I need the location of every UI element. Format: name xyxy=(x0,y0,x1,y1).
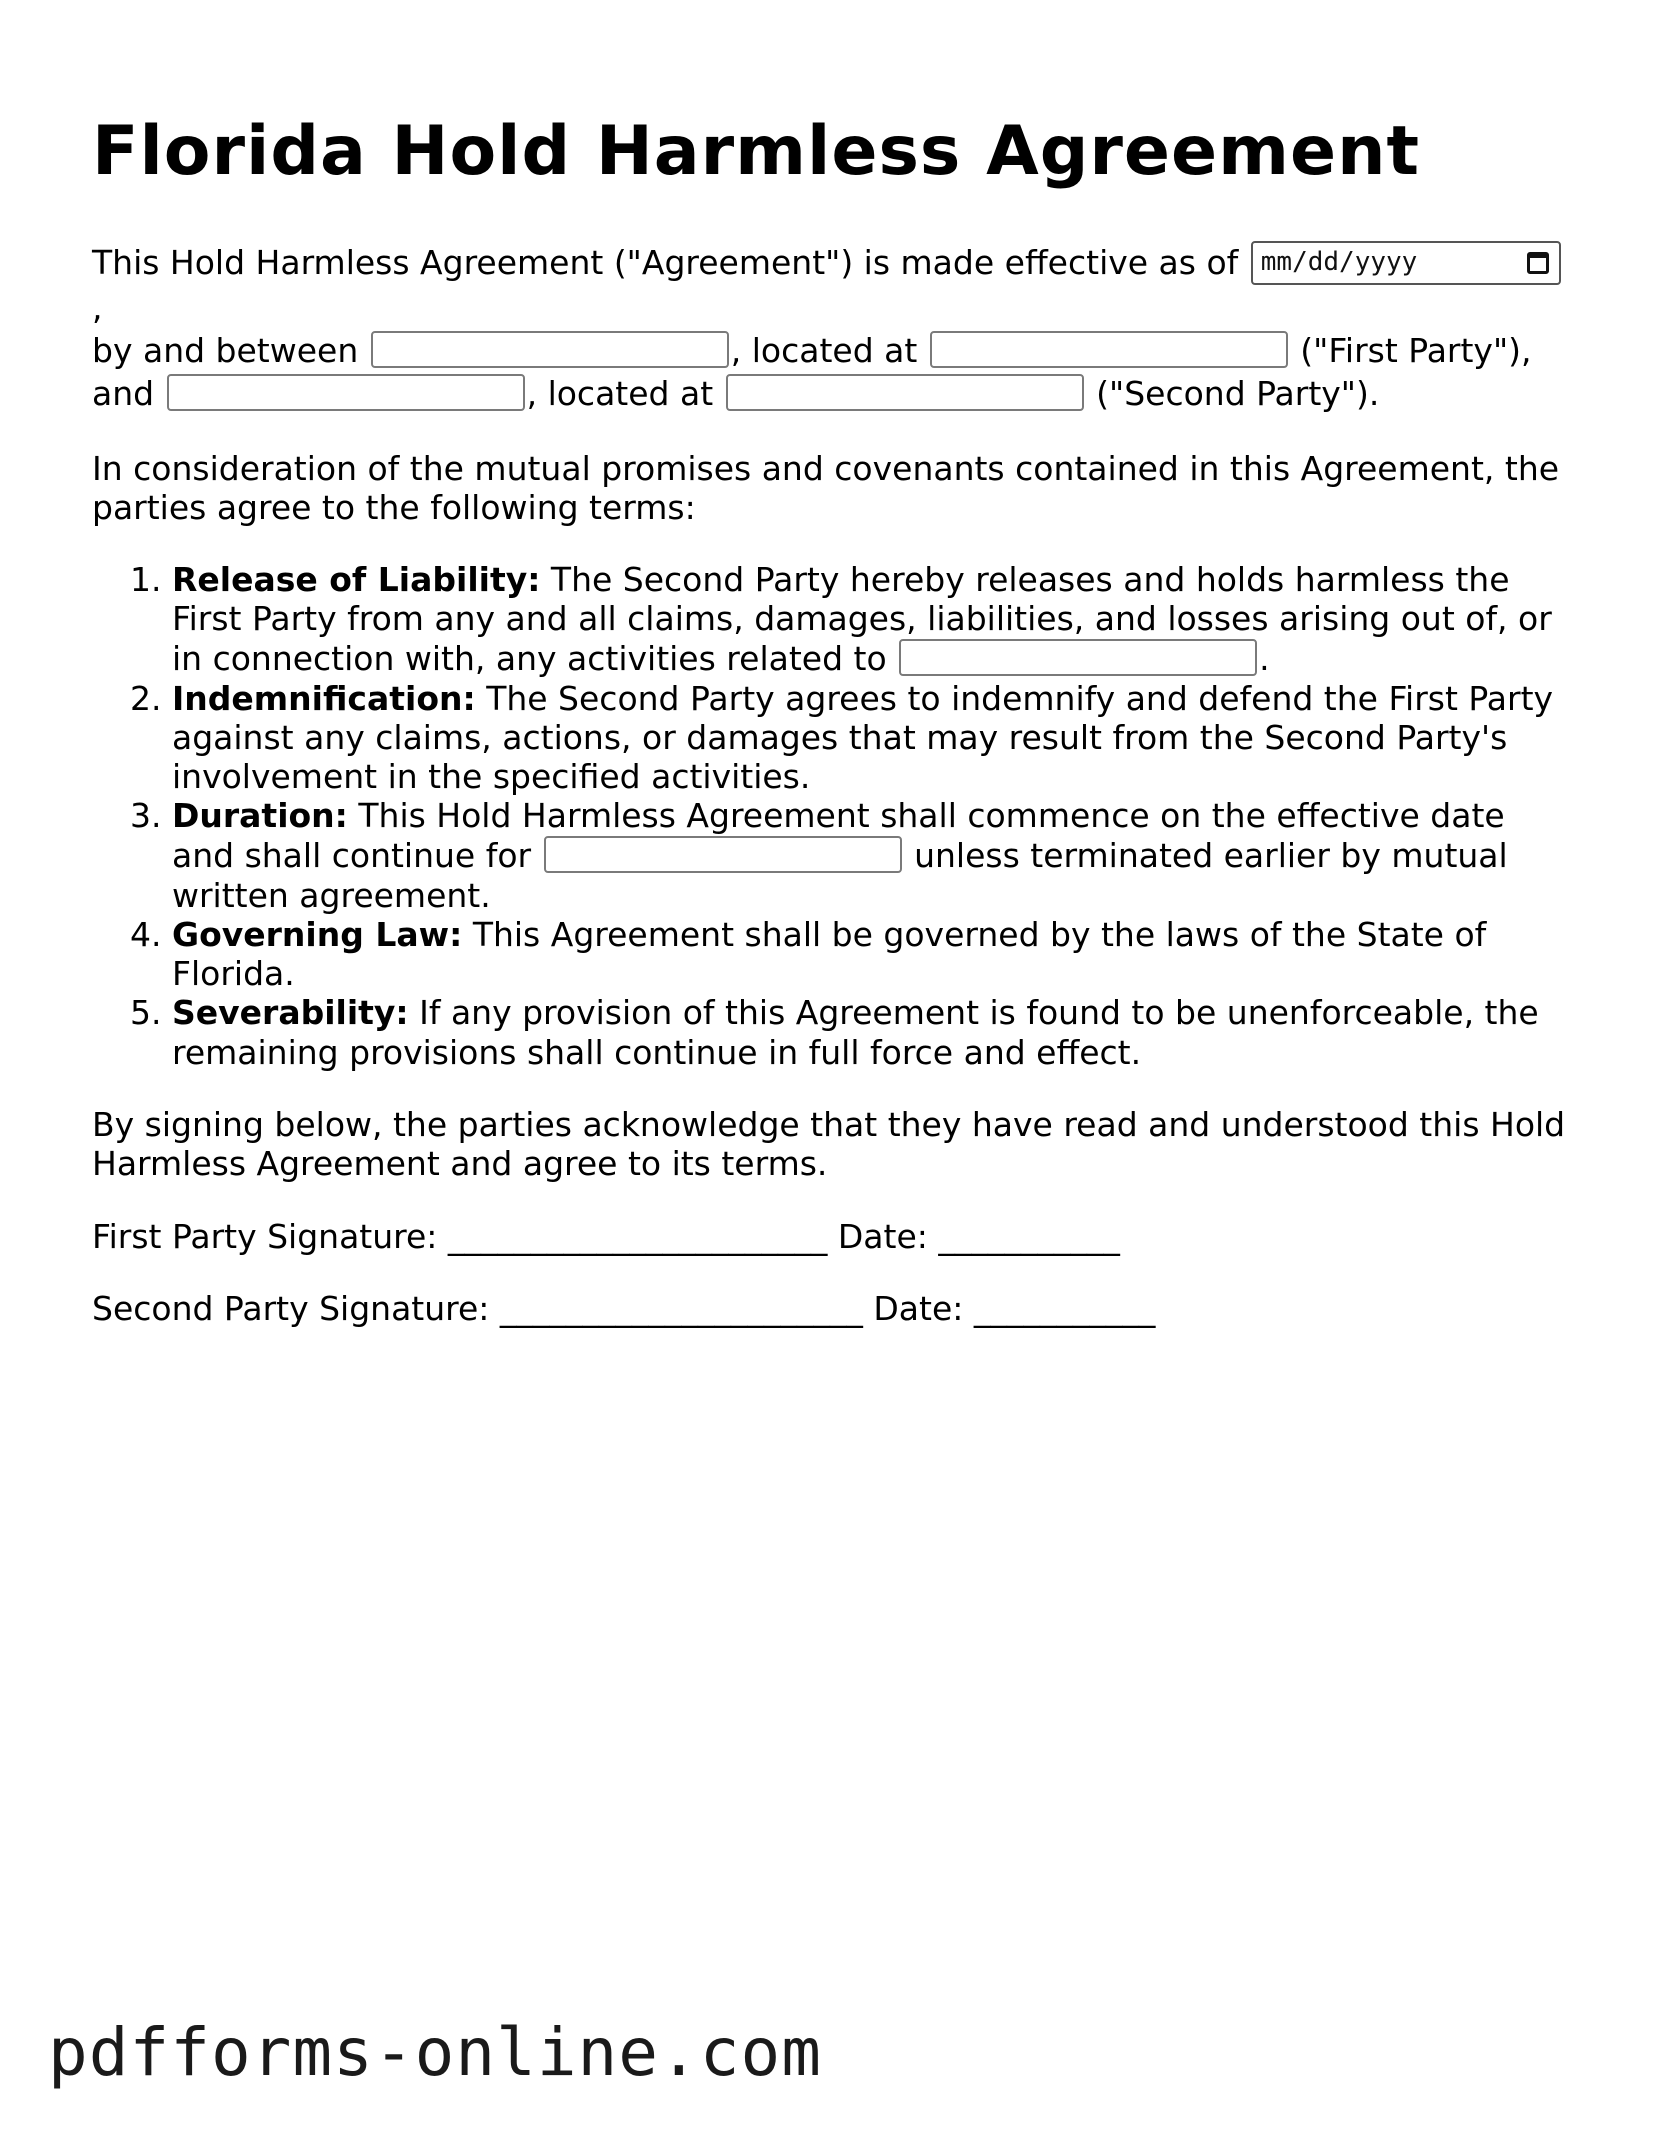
activities-input[interactable] xyxy=(899,639,1257,676)
intro-text-by-and-between: by and between xyxy=(92,330,359,370)
second-party-label: ("Second Party"). xyxy=(1096,373,1380,413)
second-party-signature-line: Second Party Signature: ______________________ Date: ___________ xyxy=(92,1288,1156,1328)
first-party-label: ("First Party"), xyxy=(1300,330,1532,370)
term-heading: Indemnification: xyxy=(172,678,476,718)
page-title: Florida Hold Harmless Agreement xyxy=(92,112,1421,191)
calendar-icon[interactable] xyxy=(1527,252,1549,274)
intro-paragraph xyxy=(92,242,1572,415)
term-severability xyxy=(172,993,1572,1072)
term-governing-law xyxy=(172,915,1572,994)
acknowledgement-paragraph: By signing below, the parties acknowledge that they have read and understood this Hold Harmless Agreement and agree to its terms. xyxy=(92,1105,1566,1184)
second-party-name-input[interactable] xyxy=(167,374,525,411)
term-release-of-liability xyxy=(172,560,1572,679)
duration-input[interactable] xyxy=(544,836,902,873)
term-text: The Second Party hereby releases and holds harmless the First Party from any and all claims, damages, liabilities, and losses arising out of, or in connection with, any activities related to xyxy=(172,560,1552,678)
term-text-end: . xyxy=(1259,638,1270,678)
term-text: If any provision of this Agreement is found to be unenforceable, the remaining provisions shall continue in full force and effect. xyxy=(172,993,1539,1072)
date-placeholder: mm/dd/yyyy xyxy=(1260,246,1418,277)
first-party-name-input[interactable] xyxy=(371,331,729,368)
term-heading: Duration: xyxy=(172,796,348,836)
term-heading: Governing Law: xyxy=(172,914,463,954)
watermark: pdfforms-online.com xyxy=(48,2014,822,2091)
intro-comma: , xyxy=(92,287,103,327)
term-heading: Severability: xyxy=(172,993,409,1033)
term-text: The Second Party agrees to indemnify and defend the First Party against any claims, actions, or damages that may result from the Second Party's involvement in the specified activities. xyxy=(172,678,1554,797)
terms-list xyxy=(92,560,1572,1072)
intro-text-located-at-2: , located at xyxy=(526,373,714,413)
intro-text-effective: This Hold Harmless Agreement ("Agreement") is made effective as of xyxy=(92,243,1239,283)
document-page xyxy=(92,108,1572,1361)
term-text: This Hold Harmless Agreement shall commence on the effective date and shall continue for xyxy=(172,796,1505,875)
term-duration xyxy=(172,796,1572,915)
first-party-signature-line: First Party Signature: _______________________ Date: ___________ xyxy=(92,1216,1120,1256)
effective-date-input[interactable] xyxy=(1251,241,1561,285)
intro-text-located-at-1: , located at xyxy=(730,330,918,370)
term-indemnification xyxy=(172,679,1572,797)
second-party-address-input[interactable] xyxy=(726,374,1084,411)
term-text: This Agreement shall be governed by the laws of the State of Florida. xyxy=(172,914,1487,994)
intro-text-and: and xyxy=(92,373,155,413)
first-party-address-input[interactable] xyxy=(930,331,1288,368)
term-text-end: unless terminated earlier by mutual written agreement. xyxy=(172,835,1508,915)
consideration-paragraph: In consideration of the mutual promises and covenants contained in this Agreement, the parties agree to the following terms: xyxy=(92,448,1560,527)
term-heading: Release of Liability: xyxy=(172,560,541,600)
